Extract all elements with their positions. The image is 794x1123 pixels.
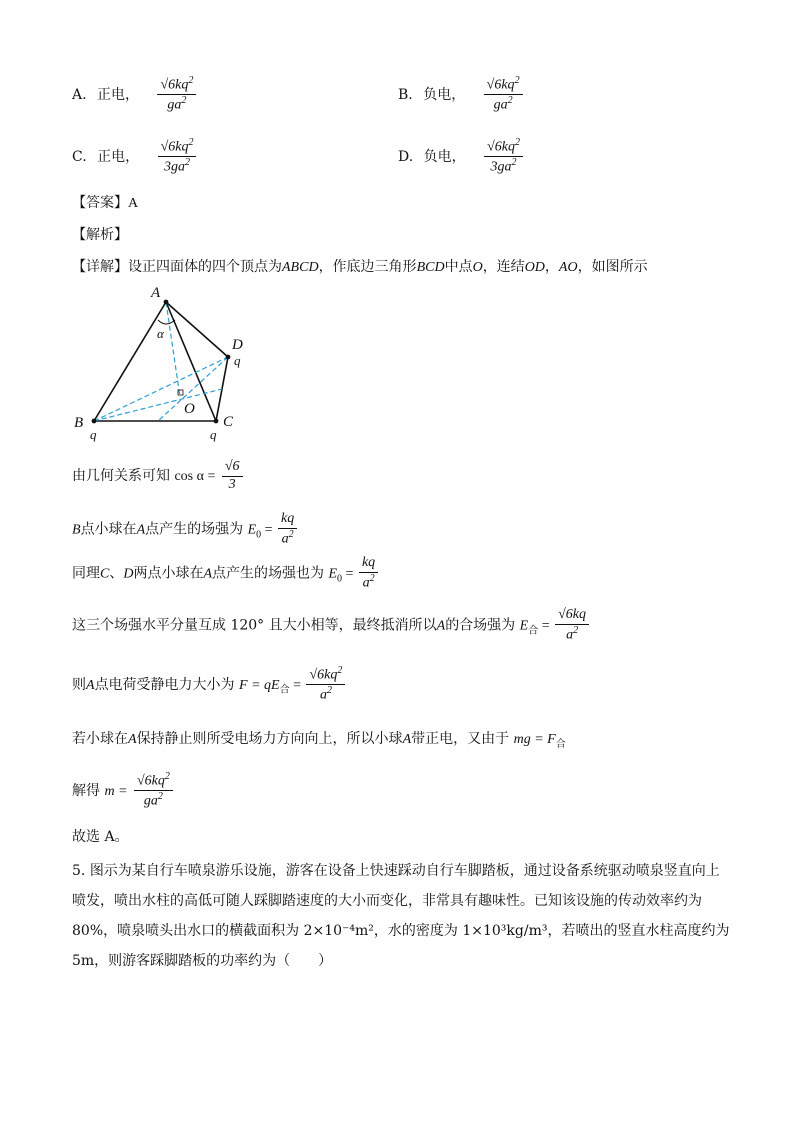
question-number: 5.: [72, 863, 86, 879]
option-charge: 负电，: [423, 148, 466, 165]
option-a[interactable]: [72, 76, 198, 114]
height-ao: [166, 302, 180, 397]
label-a: A: [151, 285, 161, 301]
question-text: 图示为某自行车喷泉游乐设施，游客在设备上快速踩动自行车脚踏板，通过设备系统驱动喷泉竖直向上喷发，喷出水柱的高低可随人踩脚踏速度的大小而变化，非常具有趣味性。已知该设施的传动效率约为 80%，喷泉喷头出水口的横截面积为 2×10⁻⁴m²，水的密度为 1×10³kg/m³，若喷出的竖直水柱高度约为 5m，则游客踩脚踏板的功率约为（ ）: [72, 863, 730, 969]
tetrahedron-figure: [68, 282, 258, 442]
step-conclusion: 故选 A。: [72, 829, 129, 845]
option-d[interactable]: [398, 138, 525, 176]
step-force: 则A点电荷受静电力大小为 $F = qE_合$ = $\frac{√6kq^2}{a^2}$: [72, 666, 347, 704]
answer-value: A: [128, 196, 139, 211]
vertex-c: [214, 419, 219, 424]
label-qc: q: [210, 427, 217, 442]
option-charge: 负电，: [423, 86, 466, 103]
option-c[interactable]: [72, 138, 198, 176]
option-b[interactable]: [398, 76, 525, 114]
option-fraction: $\frac{√6kq^2}{ga^2}$: [157, 76, 196, 114]
step-field-cd: 同理C、D两点小球在A点产生的场强也为 $E_0$ = $\frac{kq}{a^2}$: [72, 556, 380, 591]
option-letter: D.: [398, 148, 414, 165]
step-resultant-field: 这三个场强水平分量互成 120° 且大小相等，最终抵消所以A的合场强为 $E_合$ = $\frac{√6kq}{a^2}$: [72, 608, 591, 643]
step-field-b: B点小球在A点产生的场强为 $E_0$ = $\frac{kq}{a^2}$: [72, 512, 299, 547]
step-solution: 解得 m = $\frac{√6kq^2}{ga^2}$: [72, 772, 175, 810]
option-fraction: $\frac{√6kq^2}{ga^2}$: [484, 76, 523, 114]
vertex-d: [226, 355, 231, 360]
answer-label: 答案: [86, 195, 114, 211]
step-equilibrium: 若小球在A保持静止则所受电场力方向向上，所以小球A带正电，又由于 mg = $F_合$: [72, 731, 566, 750]
vertex-b: [92, 419, 97, 424]
label-qd: q: [234, 353, 241, 368]
step-cos-alpha: 由几何关系可知 cos α = $\frac{√6}{3}$: [72, 460, 245, 492]
vertex-a: [164, 300, 169, 305]
label-o: O: [184, 401, 195, 417]
label-alpha: α: [157, 326, 164, 341]
option-fraction: $\frac{√6kq^2}{3ga^2}$: [484, 138, 523, 176]
median-b: [94, 389, 222, 421]
label-b: B: [74, 415, 84, 431]
option-charge: 正电，: [97, 86, 140, 103]
analysis-heading: 【解析】: [72, 227, 128, 243]
angle-alpha-arc: [158, 320, 175, 324]
option-letter: C.: [72, 148, 87, 165]
label-d: D: [232, 337, 243, 353]
option-letter: B.: [398, 86, 413, 103]
label-qb: q: [90, 427, 97, 442]
option-charge: 正电，: [97, 148, 140, 165]
answer-line: 【答案】A: [72, 195, 139, 211]
detail-line: 【详解】设正四面体的四个顶点为ABCD，作底边三角形BCD中点O，连结OD，AO，如图所示: [72, 259, 648, 275]
label-c: C: [223, 414, 234, 430]
question-5: [72, 856, 732, 976]
option-fraction: $\frac{√6kq^2}{3ga^2}$: [158, 138, 197, 176]
option-letter: A.: [72, 86, 87, 103]
edge-ad: [166, 302, 228, 357]
